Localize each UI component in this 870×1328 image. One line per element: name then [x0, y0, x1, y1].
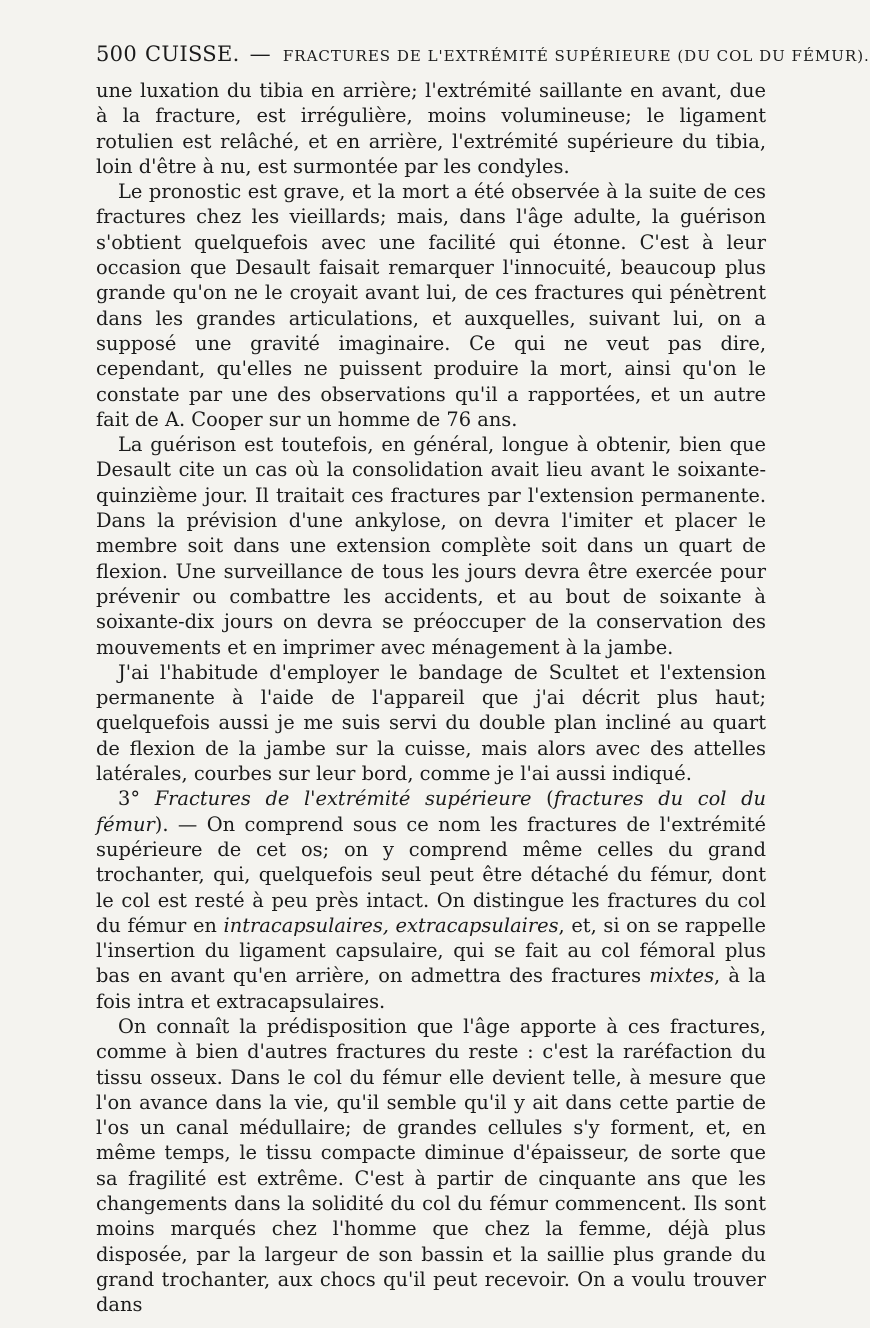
text-segment: Le pronostic est grave, et la mort a été observée à la suite de ces fractures chez les vieillards; mais, dans l'âge adulte, la guérison s'obtient quelquefois avec une facilité qui étonne. C'est à leur occasion que Desault faisait remarquer l'innocuité, beaucoup plus grande qu'on ne le croyait avant lui, de ces fractures qui pénètrent dans les grandes articulations, et auxquelles, suivant lui, on a supposé une gravité imaginaire. Ce qui ne veut pas dire, cependant, qu'elles ne puissent produire la mort, ainsi qu'on le constate par une des observations qu'il a rapportées, et un autre fait de A. Cooper sur un homme de 76 ans. [96, 180, 766, 431]
running-subtitle: FRACTURES DE L'EXTRÉMITÉ SUPÉRIEURE (DU COL DU FÉMUR). [282, 47, 870, 65]
paragraph [96, 786, 766, 1014]
italic-text: Fractures de l'extrémité supérieure [154, 787, 532, 811]
paragraph [96, 78, 766, 179]
paragraph [96, 179, 766, 432]
text-segment: La guérison est toutefois, en général, longue à obtenir, bien que Desault cite un cas où la consolidation avait lieu avant le soixante-quinzième jour. Il traitait ces fractures par l'extension permanente. Dans la prévision d'une ankylose, on devra l'imiter et placer le membre soit dans une extension complète soit dans un quart de flexion. Une surveillance de tous les jours devra être exercée pour prévenir ou combattre les accidents, et au bout de soixante à soixante-dix jours on devra se préoccuper de la conservation des mouvements et en imprimer avec ménagement à la jambe. [96, 433, 766, 659]
paragraph [96, 1014, 766, 1318]
text-segment: J'ai l'habitude d'employer le bandage de Scultet et l'extension permanente à l'aide de l'appareil que j'ai décrit plus haut; quelquefois aussi je me suis servi du double plan incliné au quart de flexion de la jambe sur la cuisse, mais alors avec des attelles latérales, courbes sur leur bord, comme je l'ai aussi indiqué. [96, 660, 766, 786]
paragraph [96, 432, 766, 660]
italic-text: mixtes [649, 964, 715, 988]
text-segment: une luxation du tibia en arrière; l'extrémité saillante en avant, due à la fracture, est irrégulière, moins volumineuse; le ligament rotulien est relâché, et en arrière, l'extrémité supérieure du tibia, loin d'être à nu, est surmontée par les condyles. [96, 79, 766, 178]
paragraph [96, 660, 766, 786]
text-segment: ( [531, 787, 554, 811]
text-segment: , et, si on se rappelle l'insertion du ligament capsulaire, qui se fait au col fémoral plus bas en avant qu'en arrière, on admettra des fractures [96, 913, 766, 988]
text-segment: , à la fois intra et extracapsulaires. [96, 964, 766, 1013]
section-title: CUISSE. [144, 42, 240, 66]
body-text [96, 78, 766, 1318]
text-segment: ). — On comprend sous ce nom les fractures de l'extrémité supérieure de cet os; on y comprend même celles du grand trochanter, qui, quelquefois seul peut être détaché du fémur, dont le col est resté à peu près intact. On distingue les fractures du col du fémur en [96, 812, 766, 937]
italic-text: fractures du col du fémur [96, 787, 767, 836]
running-head [96, 42, 870, 66]
header-dash: — [249, 42, 271, 66]
text-segment: 3° [118, 787, 155, 811]
text-segment: On connaît la prédisposition que l'âge apporte à ces fractures, comme à bien d'autres fractures du reste : c'est la raréfaction du tissu osseux. Dans le col du fémur elle devient telle, à mesure que l'on avance dans la vie, qu'il semble qu'il y ait dans cette partie de l'os un canal médullaire; de grandes cellules s'y forment, et, en même temps, le tissu compacte diminue d'épaisseur, de sorte que sa fragilité est extrême. C'est à partir de cinquante ans que les changements dans la solidité du col du fémur commencent. Ils sont moins marqués chez l'homme que chez la femme, déjà plus disposée, par la largeur de son bassin et la saillie plus grande du grand trochanter, aux chocs qu'il peut recevoir. On a voulu trouver dans [96, 1014, 766, 1317]
page-number: 500 [96, 42, 137, 66]
italic-text: intracapsulaires, extracapsulaires [223, 913, 559, 937]
